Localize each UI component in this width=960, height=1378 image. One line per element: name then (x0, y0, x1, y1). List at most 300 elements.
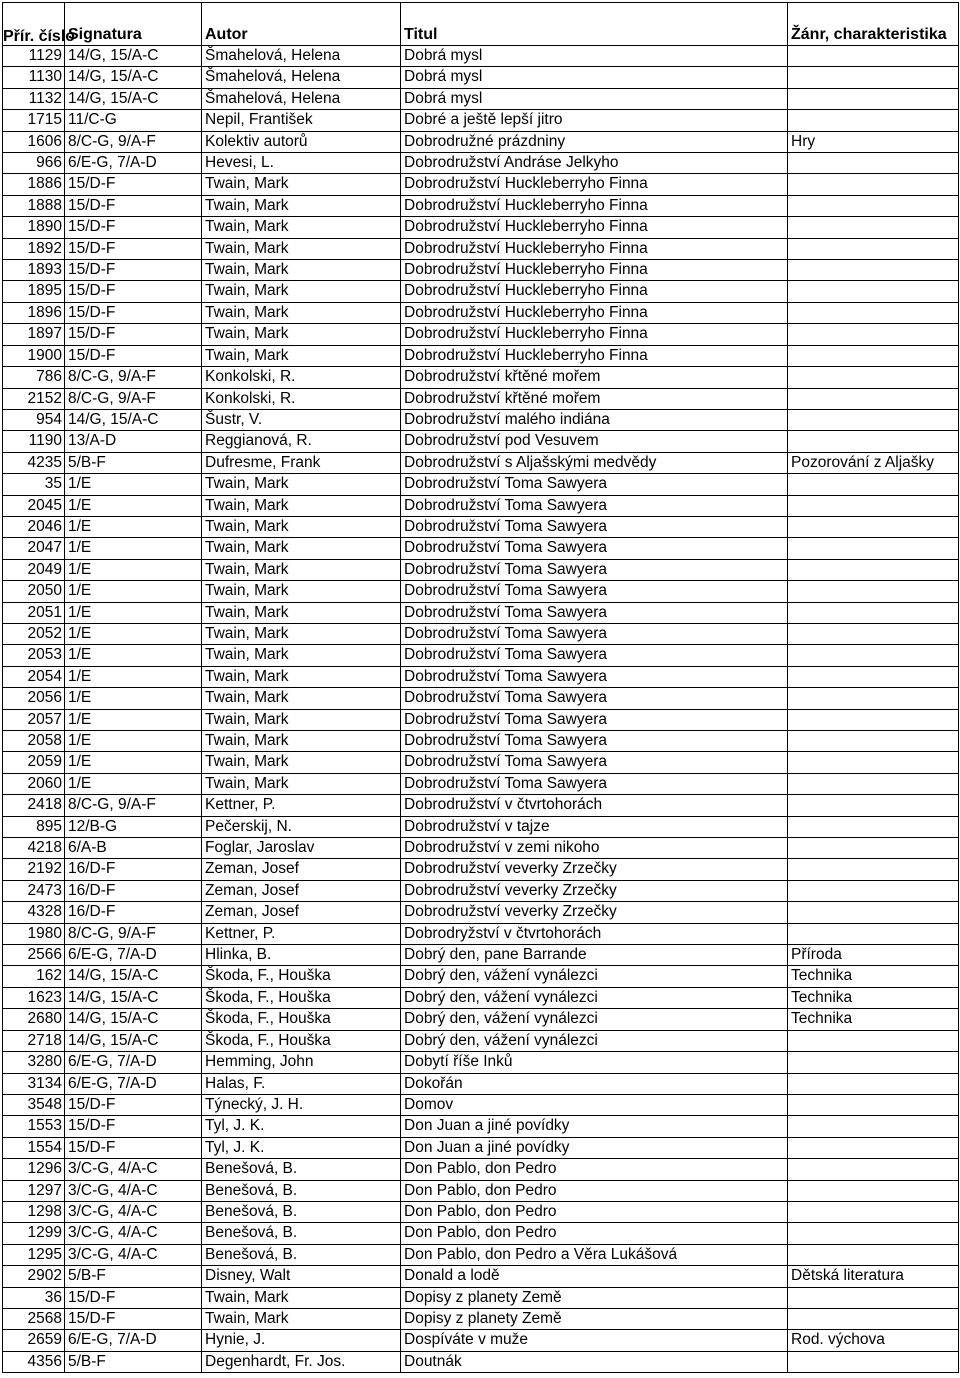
cell-title: Dobrodružství veverky Zrzečky (401, 902, 788, 923)
table-row (3, 88, 959, 109)
cell-title: Dobrý den, vážení vynálezci (401, 1030, 788, 1051)
table-row (3, 1287, 959, 1308)
cell-genre (788, 581, 959, 602)
cell-signature: 1/E (65, 495, 202, 516)
cell-number: 1897 (3, 324, 65, 345)
table-row (3, 302, 959, 323)
cell-number: 1130 (3, 67, 65, 88)
cell-title: Dobrodružství křtěné mořem (401, 367, 788, 388)
cell-title: Dobrodružství malého indiána (401, 409, 788, 430)
cell-author: Kolektiv autorů (202, 131, 401, 152)
cell-number: 1893 (3, 260, 65, 281)
table-row (3, 559, 959, 580)
table-row (3, 709, 959, 730)
cell-signature: 15/D-F (65, 260, 202, 281)
table-row (3, 1180, 959, 1201)
cell-signature: 3/C-G, 4/A-C (65, 1201, 202, 1222)
cell-title: Don Juan a jiné povídky (401, 1137, 788, 1158)
cell-author: Dufresme, Frank (202, 452, 401, 473)
cell-number: 3548 (3, 1094, 65, 1115)
cell-author: Týnecký, J. H. (202, 1094, 401, 1115)
cell-author: Reggianová, R. (202, 431, 401, 452)
table-row (3, 260, 959, 281)
table-row (3, 1330, 959, 1351)
cell-number: 36 (3, 1287, 65, 1308)
cell-signature: 6/E-G, 7/A-D (65, 1330, 202, 1351)
table-row (3, 987, 959, 1008)
table-row (3, 516, 959, 537)
table-row (3, 859, 959, 880)
cell-signature: 6/A-B (65, 838, 202, 859)
cell-title: Dobrodružství Andráse Jelkyho (401, 153, 788, 174)
cell-signature: 13/A-D (65, 431, 202, 452)
cell-number: 3134 (3, 1073, 65, 1094)
cell-title: Dobrodružství Huckleberryho Finna (401, 174, 788, 195)
cell-author: Twain, Mark (202, 238, 401, 259)
cell-title: Dobytí říše Inků (401, 1052, 788, 1073)
cell-signature: 8/C-G, 9/A-F (65, 367, 202, 388)
cell-genre (788, 1073, 959, 1094)
cell-title: Dobrodružství pod Vesuvem (401, 431, 788, 452)
cell-title: Dobrodružství Huckleberryho Finna (401, 345, 788, 366)
cell-title: Dobrodružství křtěné mořem (401, 388, 788, 409)
cell-title: Dobrodružství veverky Zrzečky (401, 859, 788, 880)
cell-number: 1553 (3, 1116, 65, 1137)
cell-genre (788, 1287, 959, 1308)
cell-author: Šustr, V. (202, 409, 401, 430)
cell-author: Twain, Mark (202, 495, 401, 516)
cell-title: Domov (401, 1094, 788, 1115)
cell-number: 2566 (3, 945, 65, 966)
cell-genre (788, 217, 959, 238)
cell-number: 2659 (3, 1330, 65, 1351)
cell-signature: 15/D-F (65, 217, 202, 238)
cell-author: Twain, Mark (202, 324, 401, 345)
cell-genre (788, 752, 959, 773)
cell-signature: 15/D-F (65, 324, 202, 345)
cell-title: Dobrodružné prázdniny (401, 131, 788, 152)
cell-author: Twain, Mark (202, 345, 401, 366)
cell-author: Twain, Mark (202, 281, 401, 302)
table-row (3, 731, 959, 752)
cell-signature: 1/E (65, 645, 202, 666)
cell-signature: 14/G, 15/A-C (65, 966, 202, 987)
cell-number: 786 (3, 367, 65, 388)
cell-genre (788, 1223, 959, 1244)
table-row (3, 431, 959, 452)
table-row (3, 902, 959, 923)
cell-title: Dobrodružství Toma Sawyera (401, 709, 788, 730)
table-row (3, 1137, 959, 1158)
cell-number: 1980 (3, 923, 65, 944)
cell-author: Hevesi, L. (202, 153, 401, 174)
cell-title: Dobrý den, vážení vynálezci (401, 966, 788, 987)
cell-title: Don Pablo, don Pedro (401, 1223, 788, 1244)
cell-author: Twain, Mark (202, 474, 401, 495)
cell-signature: 1/E (65, 752, 202, 773)
table-row (3, 281, 959, 302)
cell-genre (788, 1244, 959, 1265)
cell-title: Dokořán (401, 1073, 788, 1094)
cell-signature: 6/E-G, 7/A-D (65, 153, 202, 174)
cell-genre (788, 431, 959, 452)
cell-signature: 15/D-F (65, 1094, 202, 1115)
cell-title: Dobrý den, vážení vynálezci (401, 987, 788, 1008)
cell-author: Konkolski, R. (202, 388, 401, 409)
cell-signature: 15/D-F (65, 195, 202, 216)
cell-genre (788, 1308, 959, 1329)
cell-number: 1298 (3, 1201, 65, 1222)
cell-genre (788, 1116, 959, 1137)
cell-title: Dobrá mysl (401, 88, 788, 109)
table-row (3, 1073, 959, 1094)
column-header-genre: Žánr, charakteristika (788, 3, 959, 46)
cell-number: 895 (3, 816, 65, 837)
cell-title: Dobrodružství Huckleberryho Finna (401, 281, 788, 302)
cell-title: Dobrodružství Toma Sawyera (401, 538, 788, 559)
cell-signature: 3/C-G, 4/A-C (65, 1180, 202, 1201)
cell-signature: 1/E (65, 773, 202, 794)
cell-genre (788, 1159, 959, 1180)
cell-signature: 14/G, 15/A-C (65, 409, 202, 430)
cell-number: 2902 (3, 1266, 65, 1287)
table-row (3, 602, 959, 623)
cell-genre: Pozorování z Aljašky (788, 452, 959, 473)
table-row (3, 538, 959, 559)
cell-signature: 1/E (65, 559, 202, 580)
table-row (3, 474, 959, 495)
cell-signature: 8/C-G, 9/A-F (65, 388, 202, 409)
table-row (3, 110, 959, 131)
cell-signature: 16/D-F (65, 880, 202, 901)
cell-number: 1890 (3, 217, 65, 238)
cell-number: 1900 (3, 345, 65, 366)
table-row (3, 1052, 959, 1073)
cell-genre (788, 516, 959, 537)
cell-author: Benešová, B. (202, 1201, 401, 1222)
cell-signature: 15/D-F (65, 302, 202, 323)
cell-author: Pečerskij, N. (202, 816, 401, 837)
cell-author: Kettner, P. (202, 795, 401, 816)
cell-title: Dobrodružství v tajze (401, 816, 788, 837)
cell-number: 2051 (3, 602, 65, 623)
cell-number: 2418 (3, 795, 65, 816)
table-row (3, 238, 959, 259)
cell-genre (788, 795, 959, 816)
table-row (3, 623, 959, 644)
cell-author: Benešová, B. (202, 1159, 401, 1180)
cell-author: Disney, Walt (202, 1266, 401, 1287)
cell-number: 2045 (3, 495, 65, 516)
cell-signature: 15/D-F (65, 238, 202, 259)
cell-genre (788, 46, 959, 67)
table-row (3, 1223, 959, 1244)
cell-number: 1886 (3, 174, 65, 195)
cell-number: 3280 (3, 1052, 65, 1073)
cell-signature: 15/D-F (65, 1116, 202, 1137)
cell-author: Konkolski, R. (202, 367, 401, 388)
cell-number: 2152 (3, 388, 65, 409)
cell-genre (788, 623, 959, 644)
cell-number: 2046 (3, 516, 65, 537)
cell-genre (788, 688, 959, 709)
cell-signature: 15/D-F (65, 1287, 202, 1308)
cell-title: Dobrodružství Toma Sawyera (401, 731, 788, 752)
table-row (3, 409, 959, 430)
cell-signature: 6/E-G, 7/A-D (65, 1073, 202, 1094)
cell-genre (788, 1351, 959, 1372)
cell-author: Nepil, František (202, 110, 401, 131)
cell-author: Zeman, Josef (202, 902, 401, 923)
cell-author: Twain, Mark (202, 195, 401, 216)
cell-signature: 15/D-F (65, 281, 202, 302)
cell-title: Dobré a ještě lepší jitro (401, 110, 788, 131)
cell-title: Doutnák (401, 1351, 788, 1372)
cell-number: 1606 (3, 131, 65, 152)
cell-author: Twain, Mark (202, 1287, 401, 1308)
cell-author: Benešová, B. (202, 1244, 401, 1265)
cell-genre (788, 559, 959, 580)
cell-title: Dobrodružství Toma Sawyera (401, 752, 788, 773)
cell-author: Twain, Mark (202, 709, 401, 730)
cell-genre (788, 67, 959, 88)
table-row (3, 1094, 959, 1115)
cell-genre (788, 1094, 959, 1115)
header-row (3, 3, 959, 46)
cell-signature: 11/C-G (65, 110, 202, 131)
cell-author: Škoda, F., Houška (202, 987, 401, 1008)
cell-author: Twain, Mark (202, 666, 401, 687)
cell-author: Benešová, B. (202, 1180, 401, 1201)
cell-title: Don Juan a jiné povídky (401, 1116, 788, 1137)
cell-signature: 15/D-F (65, 1308, 202, 1329)
cell-author: Twain, Mark (202, 217, 401, 238)
cell-signature: 3/C-G, 4/A-C (65, 1159, 202, 1180)
cell-number: 2053 (3, 645, 65, 666)
cell-number: 2058 (3, 731, 65, 752)
cell-title: Dobrodružství veverky Zrzečky (401, 880, 788, 901)
cell-signature: 1/E (65, 516, 202, 537)
cell-title: Dopisy z planety Země (401, 1287, 788, 1308)
cell-number: 1715 (3, 110, 65, 131)
catalog-table (2, 2, 959, 1373)
cell-number: 2680 (3, 1009, 65, 1030)
cell-signature: 5/B-F (65, 452, 202, 473)
cell-genre (788, 495, 959, 516)
cell-genre (788, 345, 959, 366)
table-row (3, 838, 959, 859)
column-header-title: Titul (401, 3, 788, 46)
cell-title: Dobrodružství Toma Sawyera (401, 559, 788, 580)
cell-number: 35 (3, 474, 65, 495)
cell-signature: 6/E-G, 7/A-D (65, 1052, 202, 1073)
cell-author: Tyl, J. K. (202, 1116, 401, 1137)
cell-signature: 15/D-F (65, 345, 202, 366)
cell-signature: 14/G, 15/A-C (65, 987, 202, 1008)
table-row (3, 880, 959, 901)
cell-title: Dobrodružství Huckleberryho Finna (401, 195, 788, 216)
cell-signature: 1/E (65, 688, 202, 709)
table-row (3, 581, 959, 602)
cell-title: Don Pablo, don Pedro a Věra Lukášová (401, 1244, 788, 1265)
cell-author: Hynie, J. (202, 1330, 401, 1351)
cell-author: Škoda, F., Houška (202, 1030, 401, 1051)
cell-genre (788, 174, 959, 195)
table-row (3, 1030, 959, 1051)
cell-signature: 1/E (65, 709, 202, 730)
table-row (3, 131, 959, 152)
cell-number: 2057 (3, 709, 65, 730)
cell-author: Hemming, John (202, 1052, 401, 1073)
cell-title: Don Pablo, don Pedro (401, 1180, 788, 1201)
cell-genre (788, 1052, 959, 1073)
cell-title: Dobrodružství Huckleberryho Finna (401, 217, 788, 238)
cell-genre (788, 902, 959, 923)
cell-signature: 3/C-G, 4/A-C (65, 1223, 202, 1244)
cell-number: 2568 (3, 1308, 65, 1329)
cell-genre (788, 731, 959, 752)
cell-number: 1623 (3, 987, 65, 1008)
cell-number: 1297 (3, 1180, 65, 1201)
cell-author: Benešová, B. (202, 1223, 401, 1244)
cell-number: 4328 (3, 902, 65, 923)
cell-signature: 1/E (65, 474, 202, 495)
cell-genre (788, 281, 959, 302)
cell-author: Twain, Mark (202, 773, 401, 794)
cell-signature: 3/C-G, 4/A-C (65, 1244, 202, 1265)
cell-signature: 14/G, 15/A-C (65, 1030, 202, 1051)
cell-signature: 1/E (65, 731, 202, 752)
cell-signature: 14/G, 15/A-C (65, 67, 202, 88)
cell-number: 2052 (3, 623, 65, 644)
cell-number: 4218 (3, 838, 65, 859)
table-row (3, 388, 959, 409)
cell-number: 1554 (3, 1137, 65, 1158)
table-row (3, 217, 959, 238)
cell-number: 162 (3, 966, 65, 987)
cell-number: 954 (3, 409, 65, 430)
cell-genre (788, 538, 959, 559)
cell-genre (788, 110, 959, 131)
cell-title: Dopisy z planety Země (401, 1308, 788, 1329)
cell-title: Dobrodružství Toma Sawyera (401, 516, 788, 537)
cell-signature: 8/C-G, 9/A-F (65, 923, 202, 944)
cell-title: Dobrodružství Huckleberryho Finna (401, 302, 788, 323)
cell-number: 2050 (3, 581, 65, 602)
cell-author: Halas, F. (202, 1073, 401, 1094)
table-row (3, 666, 959, 687)
cell-signature: 15/D-F (65, 1137, 202, 1158)
cell-genre (788, 324, 959, 345)
cell-title: Dobrá mysl (401, 46, 788, 67)
cell-genre: Technika (788, 987, 959, 1008)
cell-title: Don Pablo, don Pedro (401, 1201, 788, 1222)
cell-title: Dobrodryžství v čtvrtohorách (401, 923, 788, 944)
cell-author: Twain, Mark (202, 538, 401, 559)
table-row (3, 174, 959, 195)
cell-author: Twain, Mark (202, 623, 401, 644)
cell-title: Dobrodružství Toma Sawyera (401, 623, 788, 644)
cell-signature: 1/E (65, 623, 202, 644)
cell-signature: 5/B-F (65, 1266, 202, 1287)
cell-genre (788, 773, 959, 794)
cell-title: Dobrodružství Huckleberryho Finna (401, 238, 788, 259)
cell-title: Dobrodružství Toma Sawyera (401, 581, 788, 602)
cell-genre (788, 153, 959, 174)
table-row (3, 945, 959, 966)
cell-genre (788, 367, 959, 388)
cell-number: 2059 (3, 752, 65, 773)
cell-author: Tyl, J. K. (202, 1137, 401, 1158)
cell-number: 966 (3, 153, 65, 174)
table-row (3, 1159, 959, 1180)
table-row (3, 645, 959, 666)
table-row (3, 966, 959, 987)
cell-genre (788, 816, 959, 837)
cell-signature: 1/E (65, 581, 202, 602)
cell-genre (788, 1030, 959, 1051)
table-row (3, 324, 959, 345)
cell-number: 1296 (3, 1159, 65, 1180)
cell-author: Škoda, F., Houška (202, 966, 401, 987)
cell-number: 2192 (3, 859, 65, 880)
cell-number: 4356 (3, 1351, 65, 1372)
cell-author: Šmahelová, Helena (202, 67, 401, 88)
table-row (3, 452, 959, 473)
cell-genre (788, 645, 959, 666)
cell-author: Twain, Mark (202, 688, 401, 709)
cell-author: Kettner, P. (202, 923, 401, 944)
table-row (3, 345, 959, 366)
cell-signature: 6/E-G, 7/A-D (65, 945, 202, 966)
cell-title: Dobrý den, vážení vynálezci (401, 1009, 788, 1030)
table-row (3, 67, 959, 88)
cell-title: Dobrý den, pane Barrande (401, 945, 788, 966)
cell-genre (788, 1201, 959, 1222)
cell-genre (788, 195, 959, 216)
cell-author: Foglar, Jaroslav (202, 838, 401, 859)
cell-author: Zeman, Josef (202, 880, 401, 901)
cell-signature: 5/B-F (65, 1351, 202, 1372)
cell-signature: 14/G, 15/A-C (65, 46, 202, 67)
table-row (3, 795, 959, 816)
cell-number: 2047 (3, 538, 65, 559)
table-row (3, 1308, 959, 1329)
cell-author: Twain, Mark (202, 559, 401, 580)
column-header-number: Přír. číslo (3, 3, 65, 46)
cell-genre: Dětská literatura (788, 1266, 959, 1287)
table-row (3, 195, 959, 216)
cell-genre: Příroda (788, 945, 959, 966)
cell-genre (788, 602, 959, 623)
cell-author: Twain, Mark (202, 260, 401, 281)
cell-title: Dobrodružství Toma Sawyera (401, 773, 788, 794)
cell-number: 1190 (3, 431, 65, 452)
cell-title: Dobrodružství Toma Sawyera (401, 688, 788, 709)
cell-number: 2049 (3, 559, 65, 580)
cell-genre: Technika (788, 1009, 959, 1030)
cell-number: 2060 (3, 773, 65, 794)
table-row (3, 367, 959, 388)
cell-author: Twain, Mark (202, 731, 401, 752)
cell-number: 1892 (3, 238, 65, 259)
table-row (3, 153, 959, 174)
cell-genre (788, 1180, 959, 1201)
cell-number: 1129 (3, 46, 65, 67)
cell-genre (788, 88, 959, 109)
table-row (3, 1201, 959, 1222)
cell-genre (788, 709, 959, 730)
